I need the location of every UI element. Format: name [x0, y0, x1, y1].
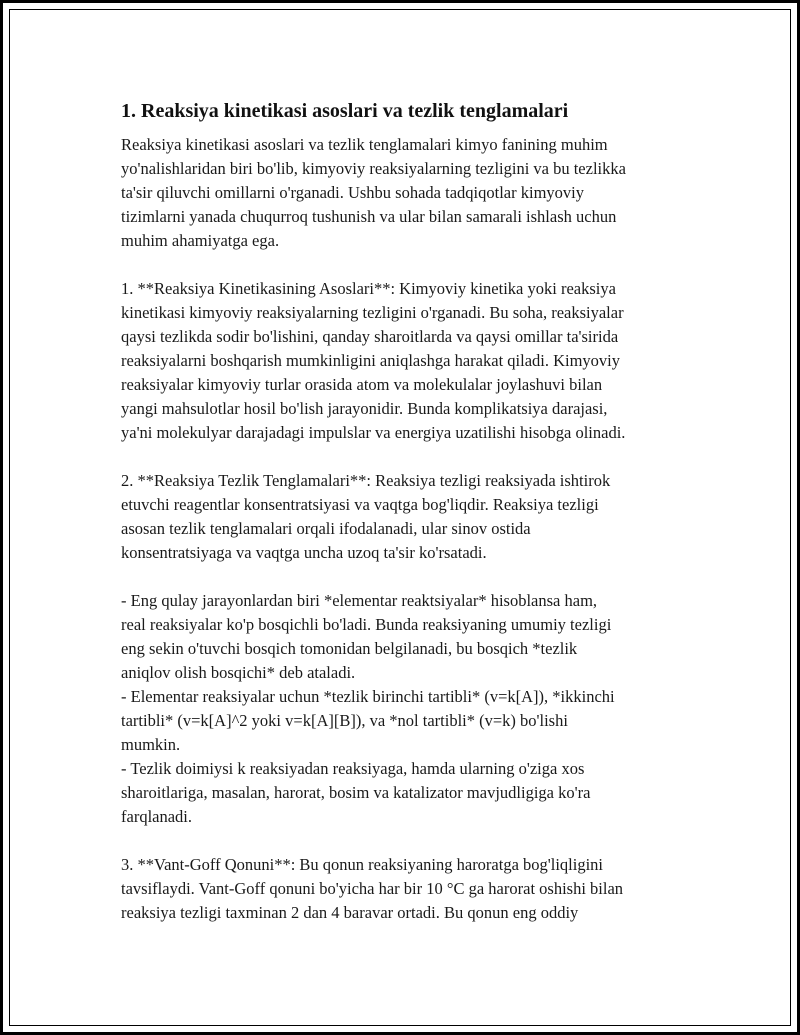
paragraph-gap — [121, 253, 701, 277]
paragraph-gap — [121, 445, 701, 469]
document-title: 1. Reaksiya kinetikasi asoslari va tezlik tenglamalari — [121, 100, 569, 122]
paragraph-rate-equations: 2. **Reaksiya Tezlik Tenglamalari**: Reaksiya tezligi reaksiyada ishtirok etuvchi reagentlar konsentratsiyasi va vaqtga bog'liqdir. Reaksiya tezligi asosan tezlik tenglamalari orqali ifodalanadi, ular sinov ostida konsentratsiyaga va vaqtga uncha uzoq ta'sir ko'rsatadi. — [121, 471, 611, 562]
paragraph-gap — [121, 565, 701, 589]
paragraph-vant-goff: 3. **Vant-Goff Qonuni**: Bu qonun reaksiyaning haroratga bog'liqligini tavsiflaydi. Vant-Goff qonuni bo'yicha har bir 10 °C ga harorat oshishi bilan reaksiya tezligi taxminan 2 dan 4 baravar ortadi. Bu qonun eng oddiy — [121, 855, 624, 922]
paragraph-kinetics-basics: 1. **Reaksiya Kinetikasining Asoslari**: Kimyoviy kinetika yoki reaksiya kinetikasi kimyoviy reaksiyalarning tezligini o'rganadi. Bu soha, reaksiyalar qaysi tezlikda sodir bo'lishini, qanday sharoitlarda va qaysi omillar ta'sirida reaksiyalarni boshqarish mumkinligini aniqlashga harakat qiladi. Kimyoviy reaksiyalar kimyoviy turlar orasida atom va molekulalar joylashuvi bilan yangi mahsulotlar hosil bo'lish jarayonidir. Bunda komplikatsiya darajasi, ya'ni molekulyar darajadagi impulslar va energiya uzatilishi hisobga olinadi. — [121, 279, 626, 442]
document-body — [121, 99, 701, 925]
paragraph-rate-bullets: - Eng qulay jarayonlardan biri *elementar reaktsiyalar* hisoblansa ham, real reaksiyalar ko'p bosqichli bo'ladi. Bunda reaksiyaning umumiy tezligi eng sekin o'tuvchi bosqich tomonidan belgilanadi, bu bosqich *tezlik aniqlov olish bosqichi* deb ataladi. - Elementar reaksiyalar uchun *tezlik birinchi tartibli* (v=k[A]), *ikkinchi tartibli* (v=k[A]^2 yoki v=k[A][B]), va *nol tartibli* (v=k) bo'lishi mumkin. - Tezlik doimiysi k reaksiyadan reaksiyaga, hamda ularning o'ziga xos sharoitlariga, masalan, harorat, bosim va katalizator mavjudligiga ko'ra farqlanadi. — [121, 591, 615, 826]
paragraph-gap — [121, 829, 701, 853]
paragraph-intro: Reaksiya kinetikasi asoslari va tezlik tenglamalari kimyo fanining muhim yo'nalishlaridan biri bo'lib, kimyoviy reaksiyalarning tezligini va bu tezlikka ta'sir qiluvchi omillarni o'rganadi. Ushbu sohada tadqiqotlar kimyoviy tizimlarni yanada chuqurroq tushunish va ular bilan samarali ishlash uchun muhim ahamiyatga ega. — [121, 135, 626, 250]
